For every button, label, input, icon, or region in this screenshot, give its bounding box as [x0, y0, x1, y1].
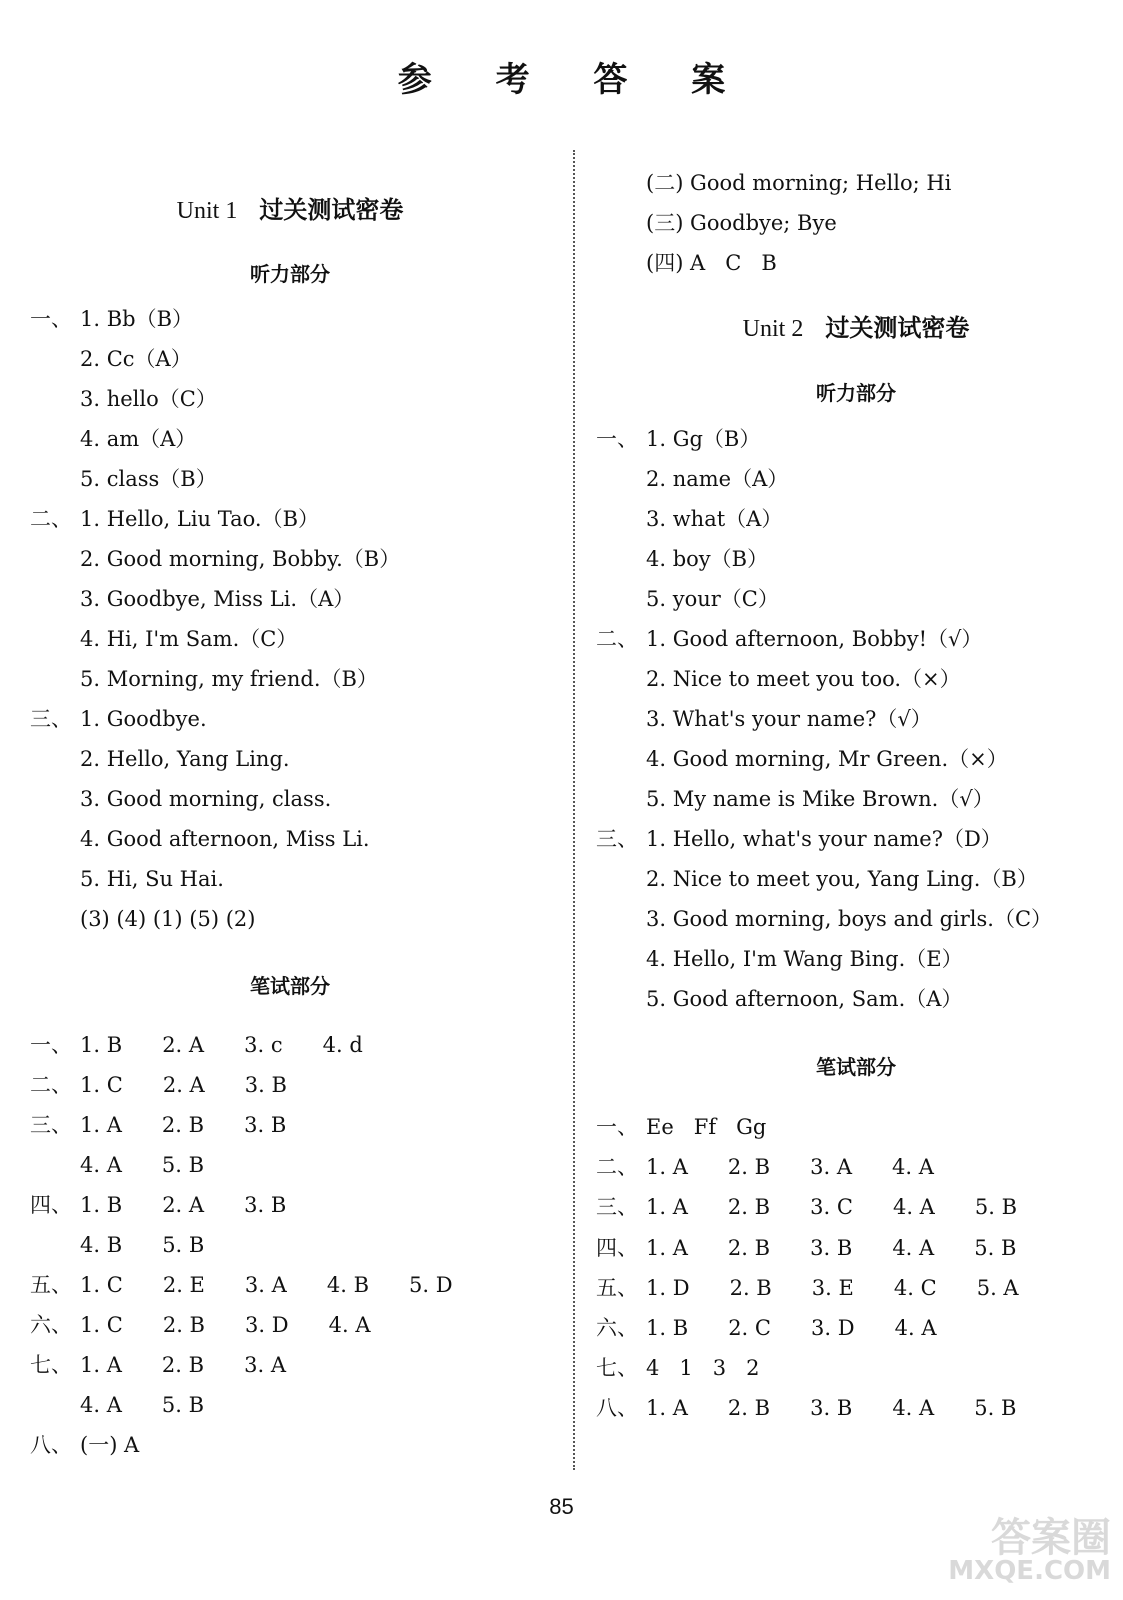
answer-text: (三) Goodbye; Bye — [646, 211, 837, 235]
question-number: 三、 — [596, 827, 638, 851]
answer-text: 1. B 2. A 3. c 4. d — [80, 1033, 363, 1057]
answer-text: 4 1 3 2 — [646, 1356, 760, 1381]
answer-text: 1. A 2. B 3. B 4. A 5. B — [646, 1235, 1017, 1260]
question-number: 五、 — [596, 1275, 638, 1300]
answer-text: 3. Good morning, boys and girls.（C） — [646, 907, 1053, 931]
question-number: 四、 — [30, 1193, 72, 1217]
answer-line — [30, 746, 290, 772]
answer-text: 2. name（A） — [646, 467, 789, 491]
question-number: 二、 — [596, 1155, 638, 1180]
answer-text: 4. boy（B） — [646, 547, 769, 571]
answer-text: 1. C 2. A 3. B — [80, 1073, 287, 1097]
question-number: 三、 — [596, 1195, 638, 1220]
question-number: 八、 — [30, 1433, 72, 1457]
question-number: 三、 — [30, 707, 72, 731]
answer-line — [596, 506, 782, 532]
answer-text: 1. Good afternoon, Bobby!（√） — [646, 627, 983, 651]
answer-text: 3. what（A） — [646, 507, 783, 531]
question-number: 七、 — [596, 1356, 638, 1381]
question-number: 三、 — [30, 1113, 72, 1137]
answer-line — [30, 546, 400, 572]
answer-text: 1. A 2. B 3. C 4. A 5. B — [646, 1195, 1018, 1220]
answer-line — [30, 706, 207, 732]
answer-line — [596, 1235, 1016, 1261]
answer-text: 2. Nice to meet you too.（×） — [646, 667, 961, 691]
watermark-url: MXQE.COM — [948, 1556, 1111, 1586]
question-number: 二、 — [30, 1073, 72, 1097]
answer-text: 5. class（B） — [80, 467, 217, 491]
answer-line — [596, 1395, 1016, 1421]
question-number: 六、 — [596, 1316, 638, 1340]
question-number: 一、 — [596, 1115, 638, 1139]
answer-text: 1. D 2. B 3. E 4. C 5. A — [646, 1275, 1019, 1300]
answer-text: 3. Goodbye, Miss Li.（A） — [80, 587, 355, 611]
answer-line — [596, 866, 1038, 892]
answer-text: 1. B 2. A 3. B — [80, 1193, 287, 1217]
answer-line — [30, 466, 217, 492]
answer-text: (一) A — [80, 1433, 140, 1457]
answer-text: 1. Bb（B） — [80, 307, 194, 331]
answer-text: 1. Hello, Liu Tao.（B） — [80, 507, 320, 531]
question-number: 八、 — [596, 1396, 638, 1421]
unit-1-written-header: 笔试部分 — [250, 974, 330, 998]
answer-line — [30, 666, 378, 692]
answer-line — [596, 210, 837, 236]
unit-2-title: 过关测试密卷 — [825, 314, 970, 342]
answer-text: 4. Good morning, Mr Green.（×） — [646, 747, 1008, 771]
answer-line — [30, 426, 196, 452]
unit-1-heading — [30, 190, 550, 225]
answer-line — [30, 306, 193, 332]
answer-line — [30, 786, 331, 812]
answer-line — [596, 666, 961, 692]
question-number: 一、 — [596, 427, 638, 451]
answer-text: (3) (4) (1) (5) (2) — [80, 907, 256, 931]
answer-text: 1. Goodbye. — [80, 707, 207, 731]
answer-text: 1. A 2. B 3. A 4. A — [646, 1155, 934, 1180]
answer-text: 4. Hi, I'm Sam.（C） — [80, 627, 298, 651]
unit-1-listening-header: 听力部分 — [250, 262, 330, 286]
page-title: 参 考 答 案 — [397, 60, 752, 100]
answer-line — [30, 906, 255, 932]
column-divider — [573, 150, 575, 1470]
answer-text: 5. Morning, my friend.（B） — [80, 667, 378, 691]
answer-text: 5. Hi, Su Hai. — [80, 867, 224, 891]
answer-line — [596, 1275, 1019, 1301]
answer-text: 4. A 5. B — [80, 1393, 205, 1417]
answer-text: 3. Good morning, class. — [80, 787, 332, 811]
answer-line — [30, 1272, 453, 1298]
answer-text: 1. A 2. B 3. B 4. A 5. B — [646, 1396, 1017, 1421]
page-number: 85 — [549, 1494, 574, 1519]
answer-text: 1. Gg（B） — [646, 427, 761, 451]
unit-2-written-header: 笔试部分 — [816, 1055, 896, 1079]
answer-line — [596, 746, 1008, 772]
answer-line — [596, 786, 994, 812]
unit-1-title: 过关测试密卷 — [259, 196, 404, 224]
answer-text: 4. A 5. B — [80, 1153, 205, 1177]
answer-line — [30, 1352, 286, 1378]
answer-line — [30, 1232, 204, 1258]
answer-line — [30, 1392, 204, 1418]
answer-line — [596, 466, 788, 492]
answer-line — [596, 1154, 934, 1180]
watermark-text: 答案圈 — [991, 1515, 1111, 1561]
answer-line — [596, 170, 951, 196]
answer-line — [596, 1114, 766, 1140]
answer-text: 1. A 2. B 3. B — [80, 1113, 287, 1137]
answer-text: (二) Good morning; Hello; Hi — [646, 171, 952, 195]
answer-line — [596, 1194, 1017, 1220]
answer-text: Ee Ff Gg — [646, 1115, 767, 1139]
question-number: 四、 — [596, 1235, 638, 1260]
answer-line — [596, 586, 779, 612]
unit-1-number: Unit 1 — [176, 198, 238, 224]
answer-text: 5. your（C） — [646, 587, 779, 611]
answer-text: 4. Hello, I'm Wang Bing.（E） — [646, 947, 963, 971]
answer-text: 3. hello（C） — [80, 387, 217, 411]
answer-line — [30, 386, 217, 412]
question-number: 五、 — [30, 1273, 72, 1297]
answer-line — [30, 626, 297, 652]
answer-line — [30, 1312, 371, 1338]
answer-line — [596, 626, 982, 652]
answer-line — [30, 506, 319, 532]
answer-text: 5. Good afternoon, Sam.（A） — [646, 987, 963, 1011]
answer-line — [596, 250, 777, 276]
unit-2-heading — [596, 308, 1116, 343]
answer-text: 3. What's your name?（√） — [646, 707, 932, 731]
answer-text: 1. A 2. B 3. A — [80, 1353, 287, 1377]
answer-text: 2. Hello, Yang Ling. — [80, 747, 290, 771]
answer-text: 1. Hello, what's your name?（D） — [646, 827, 1002, 851]
answer-text: (四) A C B — [646, 251, 777, 275]
answer-line — [30, 1032, 363, 1058]
answer-text: 4. B 5. B — [80, 1233, 205, 1257]
answer-line — [30, 1112, 286, 1138]
answer-text: 2. Nice to meet you, Yang Ling.（B） — [646, 867, 1038, 891]
question-number: 一、 — [30, 307, 72, 331]
answer-line — [596, 986, 962, 1012]
answer-text: 1. C 2. E 3. A 4. B 5. D — [80, 1273, 453, 1297]
question-number: 七、 — [30, 1353, 72, 1377]
answer-line — [30, 346, 192, 372]
answer-line — [30, 1192, 286, 1218]
answer-line — [30, 1432, 139, 1458]
answer-line — [30, 826, 370, 852]
answer-line — [30, 866, 224, 892]
answer-text: 1. C 2. B 3. D 4. A — [80, 1313, 371, 1337]
unit-2-number: Unit 2 — [742, 316, 804, 342]
answer-line — [596, 546, 768, 572]
answer-line — [596, 426, 760, 452]
question-number: 二、 — [30, 507, 72, 531]
answer-line — [596, 906, 1052, 932]
answer-line — [30, 1072, 287, 1098]
question-number: 二、 — [596, 627, 638, 651]
answer-line — [30, 1152, 204, 1178]
watermark-logo — [948, 1506, 1111, 1592]
question-number: 一、 — [30, 1033, 72, 1057]
answer-line — [30, 586, 354, 612]
answer-line — [596, 706, 932, 732]
answer-line — [596, 1315, 937, 1341]
answer-text: 4. Good afternoon, Miss Li. — [80, 827, 370, 851]
answer-text: 2. Good morning, Bobby.（B） — [80, 547, 401, 571]
answer-text: 4. am（A） — [80, 427, 197, 451]
answer-text: 1. B 2. C 3. D 4. A — [646, 1316, 937, 1340]
answer-line — [596, 826, 1002, 852]
answer-line — [596, 946, 963, 972]
question-number: 六、 — [30, 1313, 72, 1337]
answer-text: 2. Cc（A） — [80, 347, 192, 371]
unit-2-listening-header: 听力部分 — [816, 381, 896, 405]
answer-text: 5. My name is Mike Brown.（√） — [646, 787, 994, 811]
answer-line — [596, 1355, 760, 1381]
